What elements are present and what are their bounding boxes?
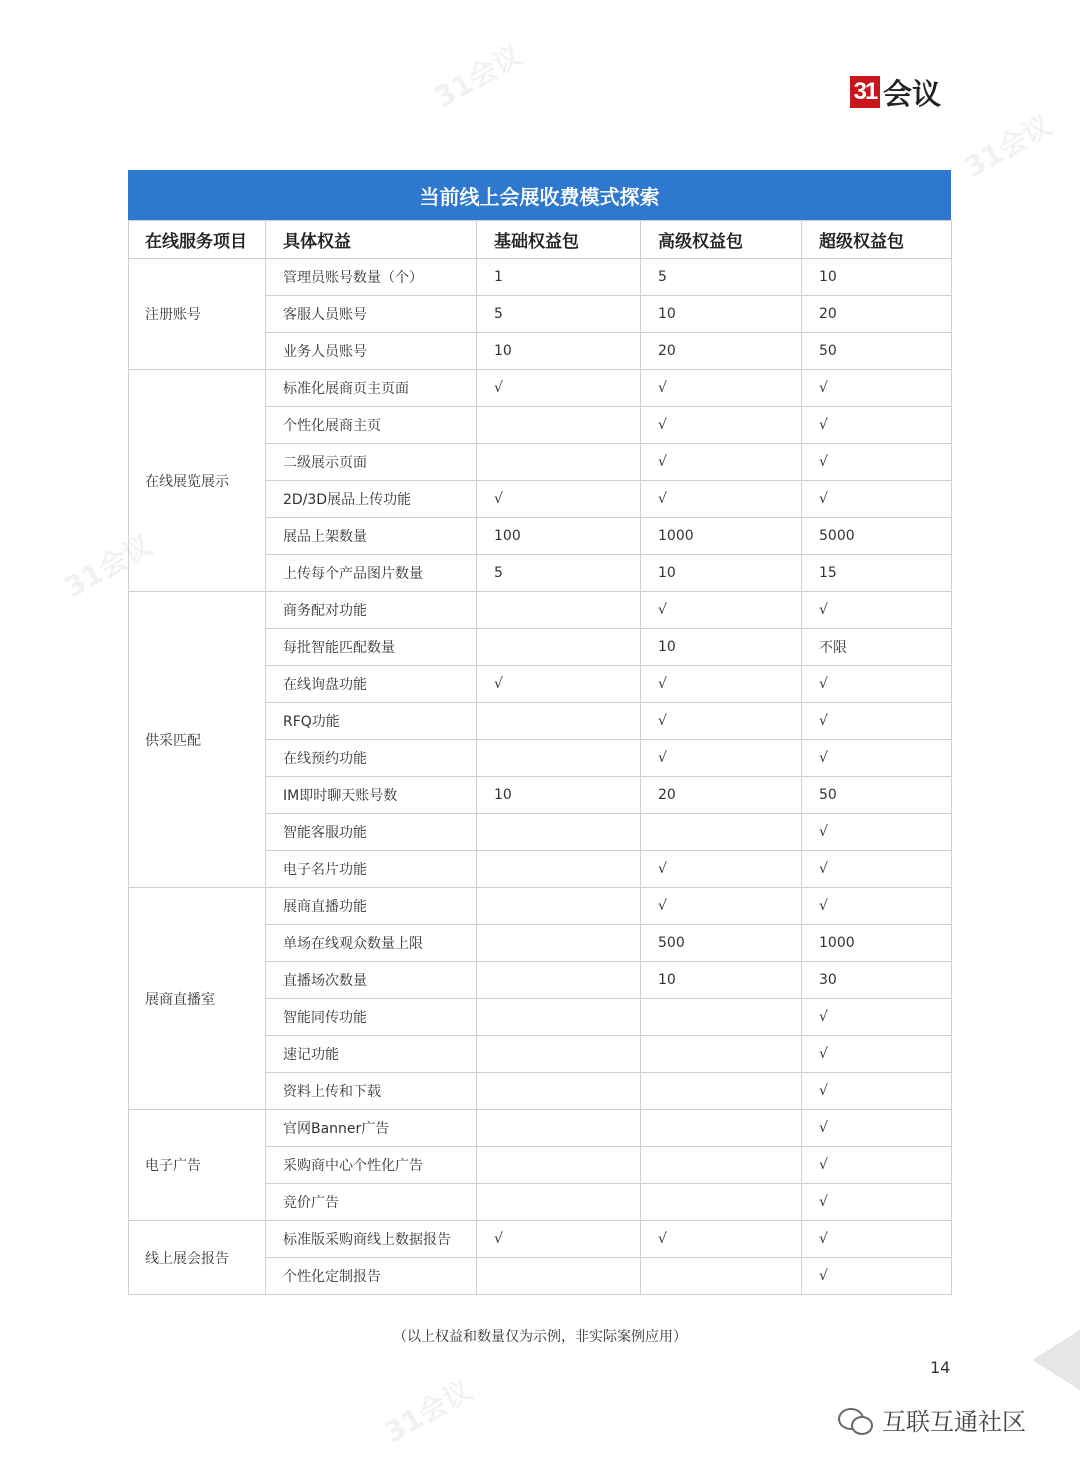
benefit-name: 资料上传和下载 (266, 1073, 477, 1110)
advanced-package-value: √ (641, 444, 802, 481)
benefit-name: 在线预约功能 (266, 740, 477, 777)
service-category: 供采匹配 (129, 592, 266, 888)
super-package-value: 50 (802, 333, 952, 370)
pricing-table (128, 220, 952, 1295)
basic-package-value (477, 1110, 641, 1147)
basic-package-value: 5 (477, 555, 641, 592)
footer-text: 互联互通社区 (882, 1408, 1026, 1436)
benefit-name: 展商直播功能 (266, 888, 477, 925)
basic-package-value: √ (477, 1221, 641, 1258)
basic-package-value (477, 814, 641, 851)
advanced-package-value: √ (641, 666, 802, 703)
advanced-package-value (641, 1184, 802, 1221)
basic-package-value: √ (477, 481, 641, 518)
basic-package-value (477, 888, 641, 925)
advanced-package-value (641, 1258, 802, 1295)
table-row (129, 259, 952, 296)
super-package-value: √ (802, 814, 952, 851)
header-basic-package: 基础权益包 (477, 221, 641, 259)
benefit-name: 竞价广告 (266, 1184, 477, 1221)
basic-package-value (477, 740, 641, 777)
super-package-value: √ (802, 481, 952, 518)
advanced-package-value: 5 (641, 259, 802, 296)
super-package-value: √ (802, 1221, 952, 1258)
advanced-package-value: √ (641, 703, 802, 740)
header-service-item: 在线服务项目 (129, 221, 266, 259)
advanced-package-value: √ (641, 888, 802, 925)
super-package-value: 1000 (802, 925, 952, 962)
benefit-name: 电子名片功能 (266, 851, 477, 888)
benefit-name: 单场在线观众数量上限 (266, 925, 477, 962)
brand-logo (850, 72, 941, 112)
corner-decoration (1032, 1330, 1080, 1390)
advanced-package-value: √ (641, 851, 802, 888)
table-title: 当前线上会展收费模式探索 (128, 170, 951, 220)
benefit-name: IM即时聊天账号数 (266, 777, 477, 814)
advanced-package-value: √ (641, 481, 802, 518)
advanced-package-value (641, 814, 802, 851)
watermark: 31会议 (428, 38, 528, 115)
super-package-value: √ (802, 1036, 952, 1073)
service-category: 注册账号 (129, 259, 266, 370)
super-package-value: √ (802, 888, 952, 925)
advanced-package-value: 20 (641, 777, 802, 814)
header-benefit: 具体权益 (266, 221, 477, 259)
advanced-package-value: 10 (641, 555, 802, 592)
advanced-package-value: √ (641, 592, 802, 629)
basic-package-value (477, 407, 641, 444)
basic-package-value: 10 (477, 333, 641, 370)
service-category: 线上展会报告 (129, 1221, 266, 1295)
advanced-package-value (641, 1110, 802, 1147)
benefit-name: 展品上架数量 (266, 518, 477, 555)
advanced-package-value (641, 999, 802, 1036)
header-super-package: 超级权益包 (802, 221, 952, 259)
logo-text: 会议 (883, 76, 942, 111)
basic-package-value (477, 629, 641, 666)
super-package-value: 5000 (802, 518, 952, 555)
benefit-name: 个性化定制报告 (266, 1258, 477, 1295)
basic-package-value (477, 851, 641, 888)
super-package-value: √ (802, 999, 952, 1036)
basic-package-value (477, 962, 641, 999)
super-package-value: 30 (802, 962, 952, 999)
benefit-name: 业务人员账号 (266, 333, 477, 370)
basic-package-value (477, 444, 641, 481)
super-package-value: 10 (802, 259, 952, 296)
basic-package-value: 1 (477, 259, 641, 296)
benefit-name: 在线询盘功能 (266, 666, 477, 703)
benefit-name: 上传每个产品图片数量 (266, 555, 477, 592)
benefit-name: 每批智能匹配数量 (266, 629, 477, 666)
super-package-value: √ (802, 370, 952, 407)
logo-mark: 31 (850, 76, 880, 108)
watermark: 31会议 (58, 528, 158, 605)
basic-package-value (477, 1147, 641, 1184)
pricing-table-container (128, 170, 951, 1295)
table-body (129, 259, 952, 1295)
basic-package-value (477, 1258, 641, 1295)
header-advanced-package: 高级权益包 (641, 221, 802, 259)
advanced-package-value: 500 (641, 925, 802, 962)
advanced-package-value: √ (641, 1221, 802, 1258)
footnote: （以上权益和数量仅为示例，非实际案例应用） (393, 1329, 687, 1345)
super-package-value: √ (802, 1110, 952, 1147)
benefit-name: 2D/3D展品上传功能 (266, 481, 477, 518)
super-package-value: √ (802, 1073, 952, 1110)
benefit-name: 个性化展商主页 (266, 407, 477, 444)
advanced-package-value (641, 1147, 802, 1184)
super-package-value: √ (802, 444, 952, 481)
table-row (129, 1110, 952, 1147)
benefit-name: 标准版采购商线上数据报告 (266, 1221, 477, 1258)
super-package-value: √ (802, 666, 952, 703)
table-row (129, 370, 952, 407)
basic-package-value (477, 1073, 641, 1110)
service-category: 展商直播室 (129, 888, 266, 1110)
basic-package-value: √ (477, 370, 641, 407)
benefit-name: 直播场次数量 (266, 962, 477, 999)
super-package-value: √ (802, 1147, 952, 1184)
service-category: 电子广告 (129, 1110, 266, 1221)
super-package-value: 50 (802, 777, 952, 814)
benefit-name: 标准化展商页主页面 (266, 370, 477, 407)
super-package-value: √ (802, 1258, 952, 1295)
basic-package-value: 100 (477, 518, 641, 555)
benefit-name: 速记功能 (266, 1036, 477, 1073)
advanced-package-value: 10 (641, 962, 802, 999)
benefit-name: 智能客服功能 (266, 814, 477, 851)
super-package-value: √ (802, 592, 952, 629)
advanced-package-value: √ (641, 370, 802, 407)
watermark: 31会议 (958, 108, 1058, 185)
basic-package-value (477, 592, 641, 629)
super-package-value: √ (802, 1184, 952, 1221)
service-category: 在线展览展示 (129, 370, 266, 592)
table-row (129, 592, 952, 629)
table-row (129, 1221, 952, 1258)
basic-package-value (477, 925, 641, 962)
advanced-package-value: 10 (641, 296, 802, 333)
benefit-name: RFQ功能 (266, 703, 477, 740)
advanced-package-value: √ (641, 740, 802, 777)
basic-package-value: 5 (477, 296, 641, 333)
super-package-value: 不限 (802, 629, 952, 666)
super-package-value: 20 (802, 296, 952, 333)
watermark: 31会议 (378, 1373, 478, 1450)
benefit-name: 客服人员账号 (266, 296, 477, 333)
benefit-name: 智能同传功能 (266, 999, 477, 1036)
benefit-name: 采购商中心个性化广告 (266, 1147, 477, 1184)
advanced-package-value: √ (641, 407, 802, 444)
table-row (129, 888, 952, 925)
basic-package-value: √ (477, 666, 641, 703)
benefit-name: 管理员账号数量（个） (266, 259, 477, 296)
advanced-package-value: 1000 (641, 518, 802, 555)
super-package-value: √ (802, 851, 952, 888)
super-package-value: √ (802, 703, 952, 740)
table-header-row (129, 221, 952, 259)
basic-package-value (477, 1036, 641, 1073)
super-package-value: √ (802, 407, 952, 444)
benefit-name: 官网Banner广告 (266, 1110, 477, 1147)
benefit-name: 商务配对功能 (266, 592, 477, 629)
footer-brand (838, 1402, 1026, 1437)
basic-package-value (477, 999, 641, 1036)
wechat-icon (838, 1406, 872, 1434)
super-package-value: 15 (802, 555, 952, 592)
advanced-package-value (641, 1036, 802, 1073)
advanced-package-value: 20 (641, 333, 802, 370)
super-package-value: √ (802, 740, 952, 777)
page-number: 14 (930, 1358, 951, 1377)
benefit-name: 二级展示页面 (266, 444, 477, 481)
basic-package-value: 10 (477, 777, 641, 814)
basic-package-value (477, 703, 641, 740)
advanced-package-value (641, 1073, 802, 1110)
advanced-package-value: 10 (641, 629, 802, 666)
basic-package-value (477, 1184, 641, 1221)
